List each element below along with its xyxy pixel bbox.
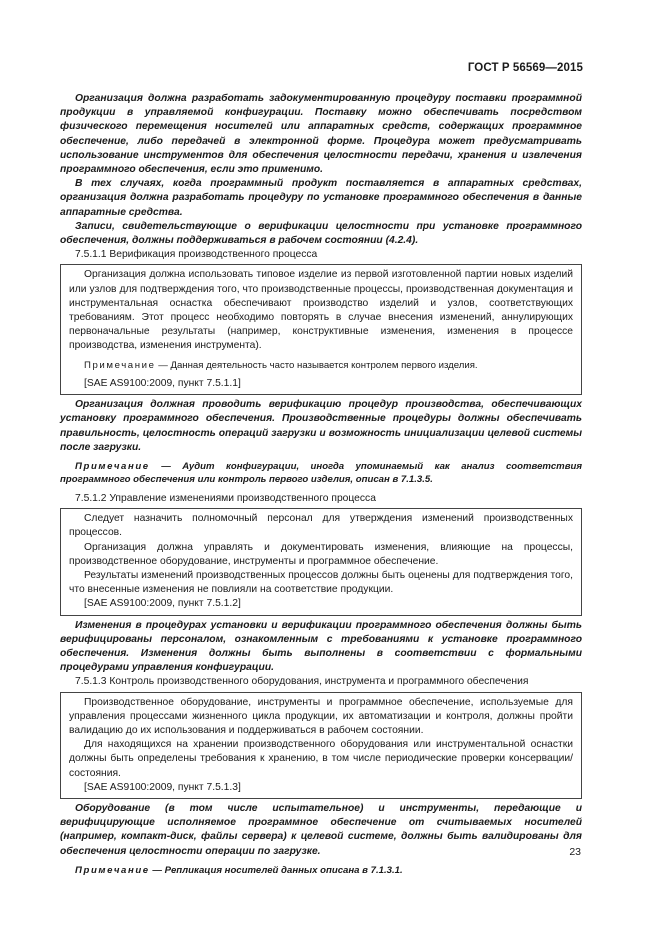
box-paragraph: Производственное оборудование, инструменты и программное обеспечение, используемые для управления процессами жизненного цикла продукции, их автоматизации и контроля, должны пройти валидацию до их использования и поддерживаться в рабочем состоянии. [69, 696, 573, 736]
note-text: — Репликация носителей данных описана в 7.1.3.1. [152, 864, 403, 876]
page-number: 23 [569, 846, 581, 858]
source-reference: [SAE AS9100:2009, пункт 7.5.1.3] [84, 781, 241, 793]
note-text: — Данная деятельность часто называется контролем первого изделия. [158, 359, 478, 371]
paragraph-delivery-procedure: Организация должна разработать задокументированную процедуру поставки программной продукции в управляемой конфигурации. Поставку можно обеспечивать посредством физического перемещения носителей или аппаратных средств, содержащих программное обеспечение, либо передачей в электронной форме. Процедура может предусматривать использование инструментов для обеспечения целостности передачи, хранения и извлечения программного обеспечения, если это применимо. [60, 93, 582, 176]
quoted-requirement-box-7-5-1-2 [60, 508, 582, 615]
paragraph-production-verification: Организация должная проводить верификацию процедур производства, обеспечивающих установку программного обеспечения. Производственные процедуры должны обеспечивать правильность, целостность операций загрузки и возможность инициализации целевой системы после загрузки. [60, 399, 582, 453]
note-label: Примечание [84, 359, 156, 371]
quoted-requirement-box-7-5-1-1 [60, 264, 582, 395]
box-paragraph: Следует назначить полномочный персонал для утверждения изменений производственных процессов. [69, 513, 573, 539]
box-paragraph: Для находящихся на хранении производственного оборудования или инструментальной оснастки должны быть определены требования к хранению, в том числе периодические проверки консервации/состояния. [69, 739, 573, 779]
note-text: — Аудит конфигурации, иногда упоминаемый как анализ соответствия программного обеспечения или контроль первого изделия, описан в 7.1.3.5. [60, 461, 583, 486]
note-configuration-audit [60, 460, 582, 487]
box-note [69, 359, 573, 372]
section-heading-7-5-1-1: 7.5.1.1 Верификация производственного процесса [75, 249, 318, 261]
paragraph-hardware-installation: В тех случаях, когда программный продукт поставляется в аппаратных средствах, организация должна разработать процедуру по установке программного обеспечения в данные аппаратные средства. [60, 178, 582, 218]
section-heading-7-5-1-3: 7.5.1.3 Контроль производственного оборудования, инструмента и программного обеспечения [75, 676, 529, 688]
box-paragraph: Организация должна управлять и документировать изменения, влияющие на процессы, производственное оборудование, инструменты и программное обеспечение. [69, 541, 573, 567]
paragraph-installation-changes: Изменения в процедурах установки и верификации программного обеспечения должны быть верифицированы персоналом, ознакомленным с требованиями к установке программного обеспечения. Изменения должны быть выполнены в соответствии с формальными процедурами управления конфигурации. [60, 619, 582, 674]
box-paragraph: Результаты изменений производственных процессов должны быть оценены для подтверждения того, что внесенные изменения не повлияли на соответствие продукции. [69, 569, 573, 596]
source-reference: [SAE AS9100:2009, пункт 7.5.1.1] [84, 378, 241, 390]
standard-designation: ГОСТ Р 56569—2015 [467, 62, 583, 74]
note-label: Примечание [75, 864, 150, 876]
page-content [60, 92, 582, 877]
source-reference: [SAE AS9100:2009, пункт 7.5.1.2] [84, 598, 241, 610]
paragraph-integrity-records: Записи, свидетельствующие о верификации целостности при установке программного обеспечения, должны поддерживаться в рабочем состоянии (4.2.4). [60, 220, 582, 247]
quoted-requirement-box-7-5-1-3 [60, 692, 582, 799]
note-label: Примечание [75, 461, 150, 473]
note-media-replication [60, 864, 582, 877]
box-text: Организация должна использовать типовое изделие из первой изготовленной партии новых изделий или узлов для подтверждения того, что производственные процессы, производственная документация и инструментальная оснастка обеспечивают производство изделий и узлов, соответствующих требованиям. Этот процесс необходимо повторять в случае внесения изменений, аннулирующих первоначальные результаты (например, конструктивные изменения, изменения в процессе производства, изменения инструмента). [69, 269, 573, 352]
paragraph-equipment-validation: Оборудование (в том числе испытательное) и инструменты, передающие и верифицирующие исполняемое программное обеспечение от считываемых носителей (например, компакт-диск, файлы сервера) к целевой системе, должны быть валидированы для обеспечения целостности операции по загрузке. [60, 802, 582, 857]
section-heading-7-5-1-2: 7.5.1.2 Управление изменениями производственного процесса [75, 492, 376, 504]
